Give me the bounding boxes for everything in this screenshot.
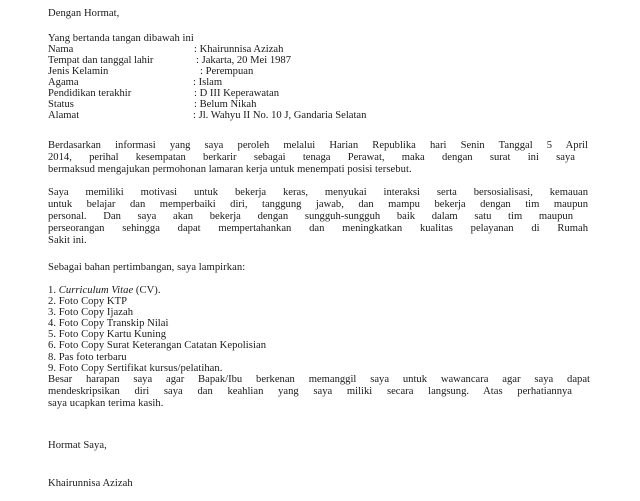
paragraph-2-line-1: Saya memiliki motivasi untuk bekerja keras, menyukai interaksi serta bersosialisasi, kemauan — [48, 187, 588, 198]
salutation: Dengan Hormat, — [48, 8, 120, 19]
attachment-item-1-rest: (CV). — [133, 285, 161, 296]
paragraph-2-line-2: untuk belajar dan memperbaiki diri, tanggung jawab, dan mampu bekerja dengan tim maupun — [48, 199, 588, 210]
field-value-ttl: : Jakarta, 20 Mei 1987 — [196, 55, 292, 66]
field-value-agama: : Islam — [193, 77, 223, 88]
paragraph-1-line-3: bermaksud mengajukan permohonan lamaran kerja untuk menempati posisi tersebut. — [48, 164, 412, 175]
attachment-item-1-number: 1. — [48, 285, 59, 296]
field-value-pendidikan: : D III Keperawatan — [194, 88, 279, 99]
attachment-item-5: 5. Foto Copy Kartu Kuning — [48, 329, 167, 340]
attachment-item-4: 4. Foto Copy Transkip Nilai — [48, 318, 169, 329]
attachment-item-3: 3. Foto Copy Ijazah — [48, 307, 134, 318]
intro-text: Yang bertanda tangan dibawah ini — [48, 33, 194, 44]
field-label-status: Status — [48, 99, 74, 110]
paragraph-2-line-3: personal. Dan saya akan bekerja dengan sungguh-sungguh baik dalam satu tim maupun — [48, 211, 573, 222]
paragraph-3-line-2: mendeskripsikan diri saya dan keahlian yang saya miliki secara langsung. Atas perhatiannya — [48, 386, 572, 397]
attachment-item-2: 2. Foto Copy KTP — [48, 296, 128, 307]
field-value-jenis-kelamin: : Perempuan — [200, 66, 254, 77]
attachment-item-6: 6. Foto Copy Surat Keterangan Catatan Kepolisian — [48, 340, 267, 351]
attachment-item-1-italic: Curriculum Vitae — [58, 285, 134, 296]
field-value-status: : Belum Nikah — [194, 99, 257, 110]
paragraph-2-line-5: Sakit ini. — [48, 235, 87, 246]
paragraph-3-line-1: Besar harapan saya agar Bapak/Ibu berkenan memanggil saya untuk wawancara agar saya dapat — [48, 374, 590, 385]
attachments-intro: Sebagai bahan pertimbangan, saya lampirkan: — [48, 262, 246, 273]
attachment-item-8: 8. Pas foto terbaru — [48, 352, 127, 363]
attachment-item-9: 9. Foto Copy Sertifikat kursus/pelatihan. — [48, 363, 223, 374]
field-label-ttl: Tempat dan tanggal lahir — [48, 55, 154, 66]
field-value-nama: : Khairunnisa Azizah — [194, 44, 284, 55]
closing: Hormat Saya, — [48, 440, 107, 451]
paragraph-3-line-3: saya ucapkan terima kasih. — [48, 398, 164, 409]
field-label-agama: Agama — [48, 77, 79, 88]
signature-name: Khairunnisa Azizah — [48, 478, 133, 489]
field-label-alamat: Alamat — [48, 110, 80, 121]
field-label-pendidikan: Pendidikan terakhir — [48, 88, 132, 99]
paragraph-1-line-2: 2014, perihal kesempatan berkarir sebagai tenaga Perawat, maka dengan surat ini saya — [48, 152, 575, 163]
field-value-alamat: : Jl. Wahyu II No. 10 J, Gandaria Selatan — [193, 110, 367, 121]
paragraph-1-line-1: Berdasarkan informasi yang saya peroleh melalui Harian Republika hari Senin Tanggal 5 April — [48, 140, 588, 151]
field-label-jenis-kelamin: Jenis Kelamin — [48, 66, 109, 77]
field-label-nama: Nama — [48, 44, 74, 55]
paragraph-2-line-4: perseorangan sehingga dapat mempertahankan dan meningkatkan kualitas pelayanan di Rumah — [48, 223, 588, 234]
